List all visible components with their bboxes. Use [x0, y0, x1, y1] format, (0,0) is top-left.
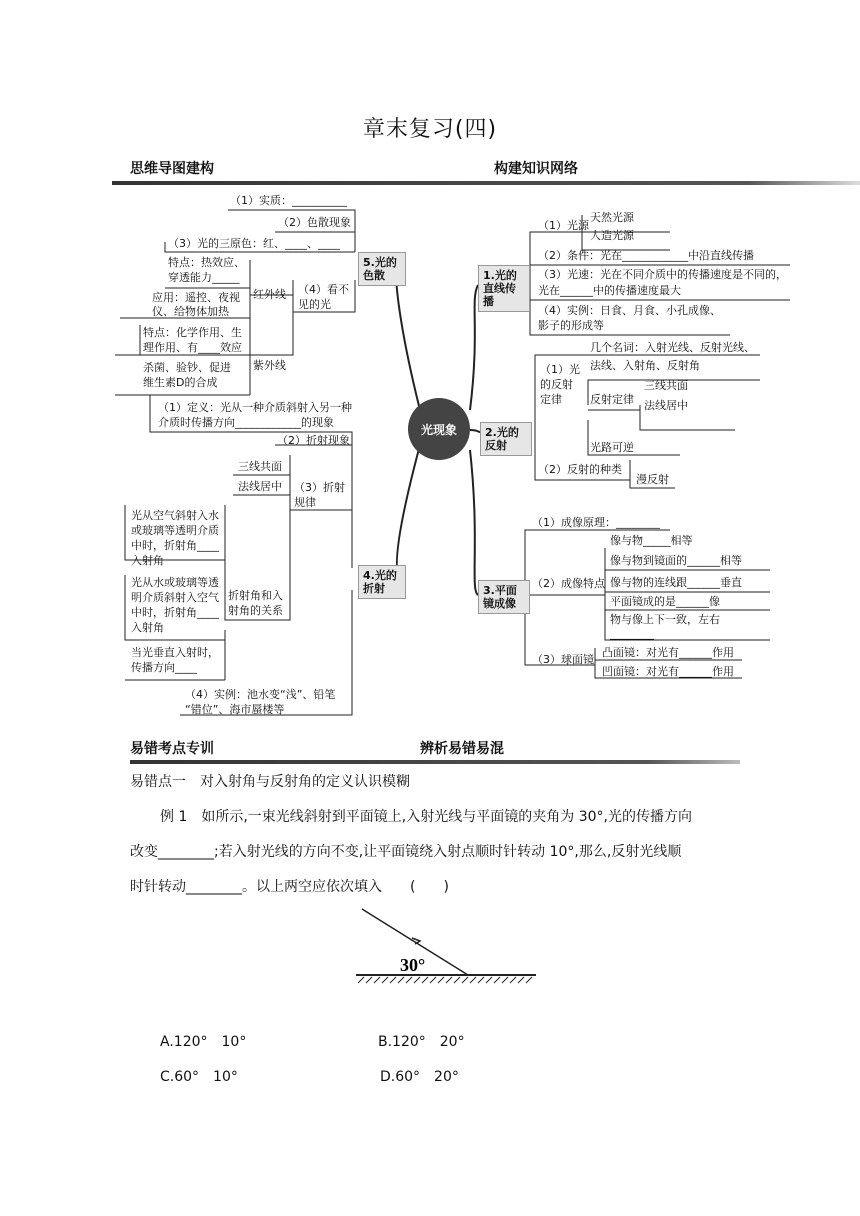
imaging-features: （2）成像特点 [532, 577, 605, 590]
reflection-law-c: 定律 [540, 393, 562, 406]
imaging-principle: （1）成像原理：________ [532, 516, 660, 529]
refraction-rule-a: （3）折射 [294, 481, 345, 494]
feature-2: 像与物到镜面的______相等 [610, 554, 742, 567]
example-line-3: 时针转动________。以上两空应依次填入 ( ) [130, 879, 449, 895]
reversibility: 光路可逆 [590, 441, 634, 454]
page-title: 章末复习(四) [362, 117, 498, 142]
node-linear-propagation: 1.光的直线传播 [478, 265, 530, 312]
essence-text: （1）实质：__________ [230, 194, 347, 207]
case1-line2: 或玻璃等透明介质 [131, 524, 219, 537]
uv-feature-2: 理作用、有____效应 [143, 341, 242, 354]
section-subheading-network: 构建知识网络 [494, 161, 578, 177]
feature-3: 像与物的连线跟______垂直 [610, 576, 742, 589]
section-heading-mindmap: 思维导图建构 [130, 161, 214, 177]
artificial-source: 人造光源 [590, 229, 634, 242]
reflection-law-b: 的反射 [540, 378, 573, 391]
concave-mirror: 凹面镜：对光有______作用 [602, 665, 734, 678]
uv-use-2: 维生素D的合成 [143, 376, 218, 389]
reflection-law-1: 三线共面 [644, 379, 688, 392]
case1-line4: 入射角 [131, 554, 164, 567]
refraction-rule-2: 法线居中 [238, 480, 282, 493]
convex-mirror: 凸面镜：对光有______作用 [602, 646, 734, 659]
ir-feature-1: 特点：热效应、 [168, 256, 245, 269]
reflection-law-a: （1）光 [540, 363, 580, 376]
feature-4: 平面镜成的是______像 [610, 595, 720, 608]
uv-feature-1: 特点：化学作用、生 [143, 326, 242, 339]
angle-relation-a: 折射角和入 [228, 589, 283, 602]
spherical-mirror: （3）球面镜 [532, 653, 594, 666]
section-heading-mistakes: 易错考点专训 [130, 741, 214, 757]
angle-relation-b: 射角的关系 [228, 604, 283, 617]
terms-a: 几个名词：入射光线、反射光线、 [590, 341, 755, 354]
case2-line1: 光从水或玻璃等透 [131, 576, 219, 589]
refraction-rule-b: 规律 [294, 496, 316, 509]
feature-5a: 物与像上下一致，左右 [610, 613, 720, 626]
section-rule-2 [130, 760, 740, 764]
feature-5b: ________ [610, 627, 654, 640]
invisible-light-b: 见的光 [298, 298, 331, 311]
case1-line1: 光从空气斜射入水 [131, 509, 219, 522]
ir-use-1: 应用：遥控、夜视 [152, 291, 240, 304]
invisible-light-a: （4）看不 [298, 283, 349, 296]
linear-examples-b: 影子的形成等 [538, 319, 604, 332]
section-subheading-mistakes: 辨析易错易混 [420, 741, 504, 757]
refraction-example-a: （4）实例：池水变“浅”、铅笔 [185, 688, 336, 701]
linear-examples-a: （4）实例：日食、月食、小孔成像、 [538, 304, 721, 317]
feature-1: 像与物_____相等 [610, 534, 693, 547]
terms-b: 法线、入射角、反射角 [590, 359, 700, 372]
case3-line2: 传播方向____ [131, 661, 197, 674]
mindmap-center-node: 光现象 [408, 398, 470, 460]
ir-use-2: 仪、给物体加热 [152, 305, 229, 318]
ultraviolet-label: 紫外线 [253, 359, 286, 372]
reflection-kinds: （2）反射的种类 [538, 463, 622, 476]
option-b[interactable]: B.120° 20° [378, 1034, 465, 1050]
case2-line4: 入射角 [131, 621, 164, 634]
option-c[interactable]: C.60° 10° [160, 1069, 238, 1085]
refraction-phenomenon: （2）折射现象 [277, 434, 350, 447]
ir-feature-2: 穿透能力_____ [168, 271, 240, 284]
node-reflection: 2.光的反射 [480, 422, 532, 456]
example-line-1: 例 1 如所示,一束光线斜射到平面镜上,入射光线与平面镜的夹角为 30°,光的传播方向 [160, 809, 692, 825]
refraction-def-b: 介质时传播方向____________的现象 [158, 416, 334, 429]
node-dispersion: 5.光的色散 [358, 252, 406, 286]
case3-line1: 当光垂直入射时， [131, 646, 219, 659]
refraction-def-a: （1）定义：光从一种介质斜射入另一种 [158, 401, 352, 414]
refraction-example-b: “错位”、海市蜃楼等 [185, 703, 285, 716]
example-line-2: 改变________;若入射光线的方向不变,让平面镜绕入射点顺时针转动 10°,那么,反射光线顺 [130, 844, 682, 860]
case2-line3: 中时，折射角____ [131, 606, 219, 619]
reflection-law-label: 反射定律 [590, 393, 634, 406]
reflection-law-2: 法线居中 [644, 399, 688, 412]
diffuse-reflection: 漫反射 [636, 473, 669, 486]
mistake-point-1: 易错点一 对入射角与反射角的定义认识模糊 [130, 774, 410, 790]
natural-source: 天然光源 [590, 211, 634, 224]
option-d[interactable]: D.60° 20° [380, 1069, 459, 1085]
angle-label: 30° [400, 955, 426, 975]
light-speed-a: （3）光速：光在不同介质中的传播速度是不同的， [538, 268, 787, 281]
propagation-condition: （2）条件：光在____________中沿直线传播 [538, 249, 754, 262]
primary-colors: （3）光的三原色：红、____、____ [168, 237, 340, 250]
dispersion-phenomenon: （2）色散现象 [278, 216, 351, 229]
infrared-label: 红外线 [253, 288, 286, 301]
light-source: （1）光源 [538, 219, 589, 232]
node-plane-mirror: 3.平面镜成像 [478, 580, 530, 614]
mirror-diagram [350, 905, 540, 987]
refraction-rule-1: 三线共面 [238, 460, 282, 473]
case1-line3: 中时，折射角____ [131, 539, 219, 552]
node-refraction: 4.光的折射 [358, 565, 406, 599]
uv-use-1: 杀菌、验钞、促进 [143, 361, 231, 374]
case2-line2: 明介质斜射入空气 [131, 591, 219, 604]
light-speed-b: 光在______中的传播速度最大 [538, 284, 681, 297]
option-a[interactable]: A.120° 10° [160, 1034, 247, 1050]
